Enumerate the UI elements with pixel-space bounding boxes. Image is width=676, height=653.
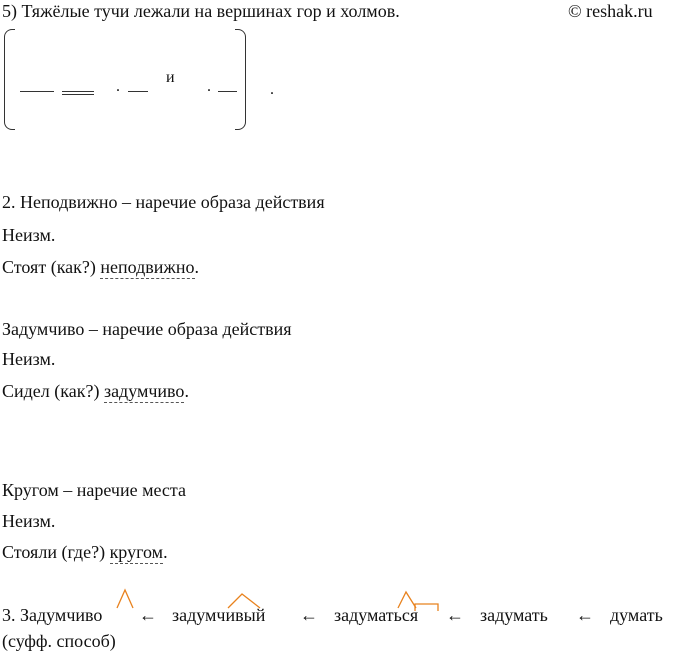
derived-word-3: задуматься (334, 605, 419, 625)
scheme-conjunction: и (166, 69, 175, 86)
derivation-method: (суфф. способ) (2, 631, 116, 651)
item-3-title: Кругом – наречие места (2, 480, 186, 500)
derivation-arrow-2: ← (300, 605, 318, 625)
scheme-mark-1 (128, 91, 148, 92)
copyright: © reshak.ru (568, 1, 653, 21)
derived-word-2: задумчивый (172, 605, 266, 625)
scheme-right-bracket (235, 29, 246, 130)
item-2-usage-suffix: . (184, 381, 189, 401)
predicate-underline-1 (62, 91, 94, 92)
scheme-end-dot: . (270, 81, 274, 98)
derivation-arrow-4: ← (576, 605, 594, 625)
item-1-usage-prefix: Стоят (как?) (2, 257, 101, 277)
task-sentence: 5) Тяжёлые тучи лежали на вершинах гор и холмов. (2, 1, 400, 21)
item-2-usage-prefix: Сидел (как?) (2, 381, 104, 401)
scheme-mark-2 (218, 91, 237, 92)
item-3-property: Неизм. (2, 511, 56, 531)
scheme-left-bracket (4, 29, 15, 130)
derivation-arrow-1: ← (139, 605, 157, 625)
derived-word-5: думать (610, 605, 663, 625)
item-3-adverb: кругом (109, 542, 164, 562)
derived-word-1: 3. Задумчиво (2, 605, 103, 625)
subject-underline (20, 91, 54, 92)
item-1-property: Неизм. (2, 225, 56, 245)
item-2-title: Задумчиво – наречие образа действия (2, 319, 292, 339)
scheme-dot-2: . (207, 78, 211, 95)
item-3-usage-prefix: Стояли (где?) (2, 542, 110, 562)
derived-word-4: задумать (480, 605, 548, 625)
item-1-usage-suffix: . (194, 257, 199, 277)
item-2-usage (2, 382, 189, 400)
postfix-mark-sya (414, 602, 440, 612)
item-1-title: 2. Неподвижно – наречие образа действия (2, 192, 325, 212)
suffix-mark-iv (226, 592, 262, 610)
item-2-adverb: задумчиво (103, 381, 185, 401)
predicate-underline-2 (62, 94, 94, 95)
derivation-arrow-3: ← (446, 605, 464, 625)
scheme-dot-1: . (116, 78, 120, 95)
suffix-mark-o (115, 588, 135, 610)
item-1-usage (2, 258, 199, 276)
item-3-usage-suffix: . (163, 542, 168, 562)
item-3-usage (2, 543, 168, 561)
item-2-property: Неизм. (2, 349, 56, 369)
item-1-adverb: неподвижно (100, 257, 195, 277)
